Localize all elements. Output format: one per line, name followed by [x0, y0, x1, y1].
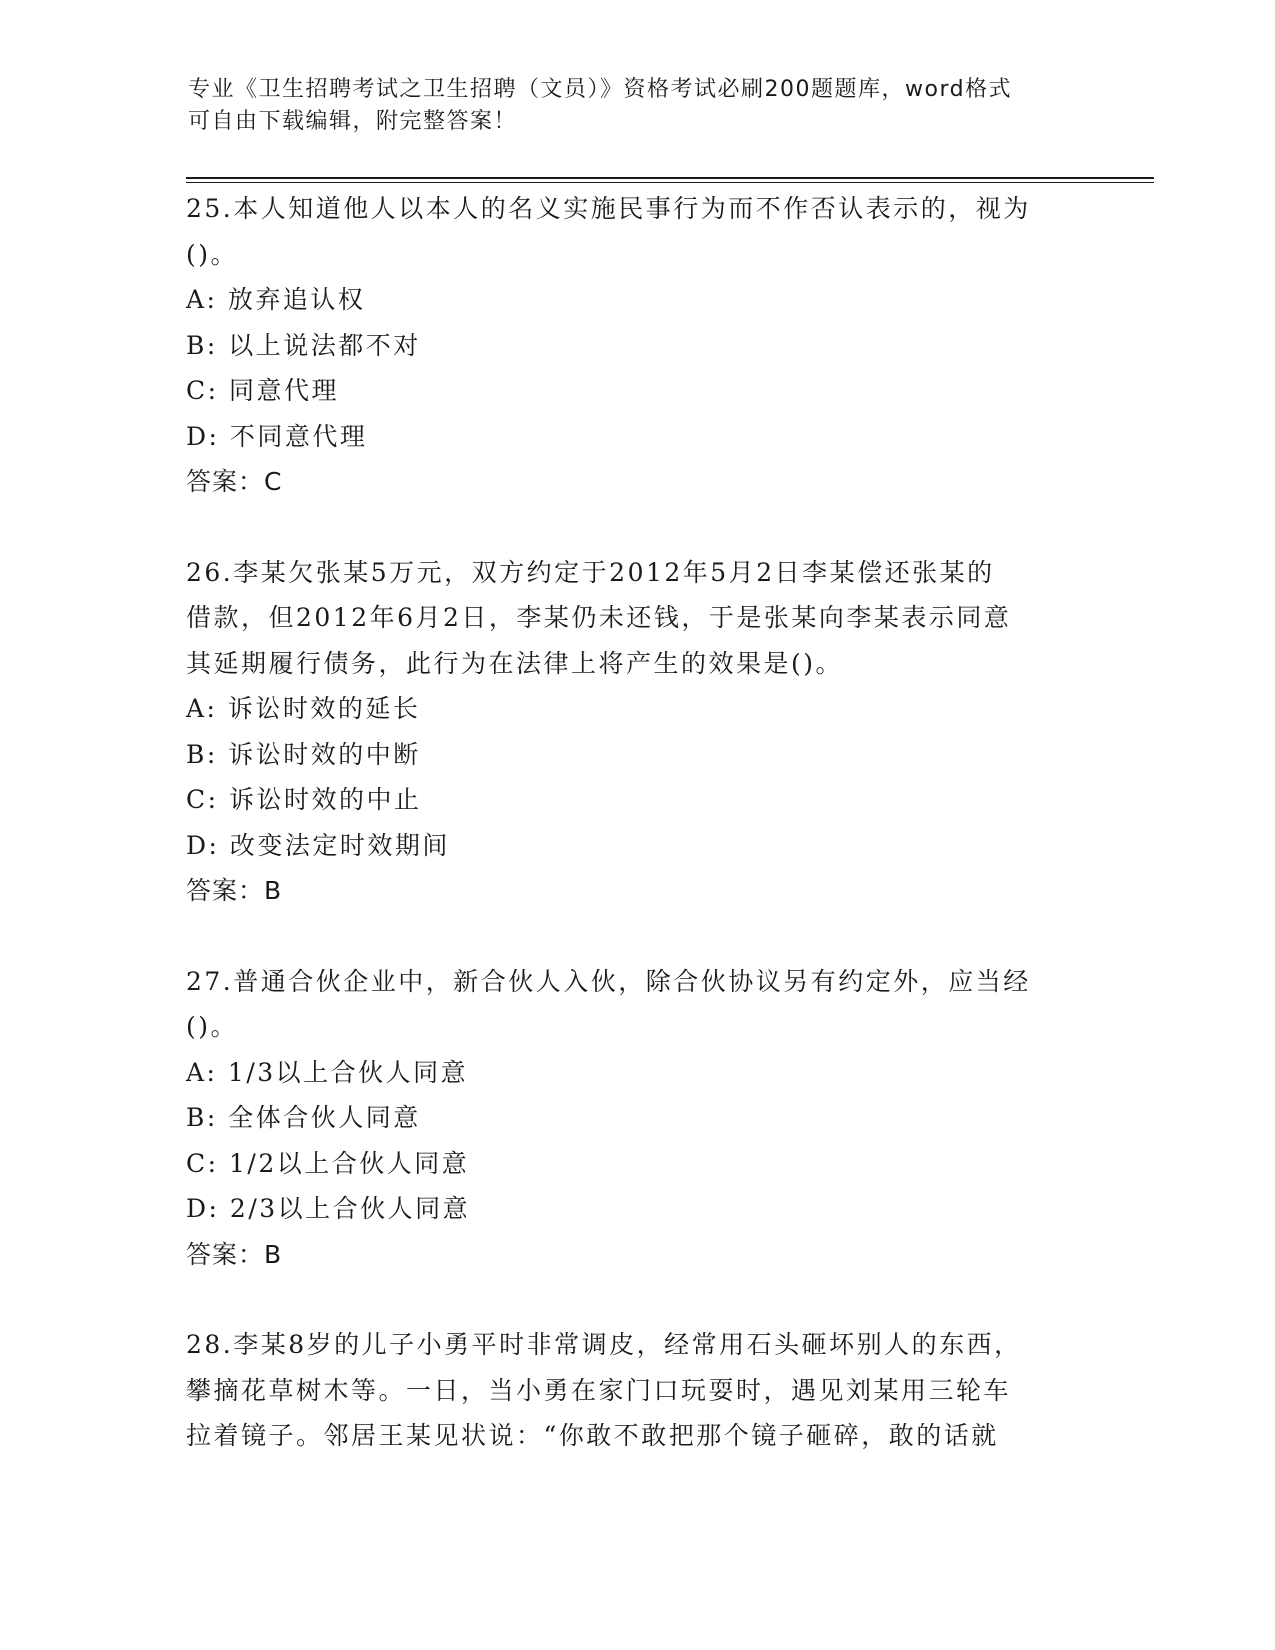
option-c: C: 1/2以上合伙人同意	[186, 1148, 470, 1178]
answer-line: 答案：B	[186, 1239, 283, 1269]
question-26	[186, 550, 1086, 914]
question-stem-line: 25.本人知道他人以本人的名义实施民事行为而不作否认表示的，视为	[186, 194, 1031, 223]
question-stem-line: ()。	[186, 1012, 239, 1041]
question-28	[186, 1322, 1086, 1459]
option-a: A: 放弃追认权	[186, 285, 366, 314]
question-stem-line: 拉着镜子。邻居王某见状说：“你敢不敢把那个镜子砸碎，敢的话就	[186, 1421, 999, 1450]
option-a: A: 诉讼时效的延长	[186, 694, 421, 723]
answer-line: 答案：C	[186, 467, 283, 496]
option-b: B: 全体合伙人同意	[186, 1103, 421, 1132]
option-b: B: 诉讼时效的中断	[186, 739, 421, 769]
question-list	[186, 186, 1086, 1504]
header-line-2: 可自由下载编辑，附完整答案！	[188, 109, 518, 134]
header-divider-thick	[186, 177, 1154, 179]
option-b: B: 以上说法都不对	[186, 330, 421, 360]
question-27	[186, 959, 1086, 1278]
question-stem-line: 借款，但2012年6月2日，李某仍未还钱，于是张某向李某表示同意	[186, 603, 1012, 632]
option-d: D: 2/3以上合伙人同意	[186, 1194, 471, 1223]
option-d: D: 不同意代理	[186, 421, 368, 451]
question-stem-line: 其延期履行债务，此行为在法律上将产生的效果是()。	[186, 648, 844, 678]
question-stem-line: 28.李某8岁的儿子小勇平时非常调皮，经常用石头砸坏别人的东西，	[186, 1330, 1022, 1359]
question-stem-line: ()。	[186, 239, 239, 269]
question-stem-line: 27.普通合伙企业中，新合伙人入伙，除合伙协议另有约定外，应当经	[186, 966, 1031, 996]
answer-line: 答案：B	[186, 876, 283, 905]
option-c: C: 诉讼时效的中止	[186, 785, 422, 814]
header-line-1: 专业《卫生招聘考试之卫生招聘（文员）》资格考试必刷200题题库，word格式	[188, 77, 1013, 102]
option-c: C: 同意代理	[186, 376, 339, 405]
option-d: D: 改变法定时效期间	[186, 830, 450, 860]
option-a: A: 1/3以上合伙人同意	[186, 1057, 469, 1087]
question-stem-line: 攀摘花草树木等。一日，当小勇在家门口玩耍时，遇见刘某用三轮车	[186, 1375, 1012, 1405]
document-header	[188, 74, 1068, 138]
question-stem-line: 26.李某欠张某5万元，双方约定于2012年5月2日李某偿还张某的	[186, 557, 995, 587]
header-divider-thin	[186, 182, 1154, 183]
question-25	[186, 186, 1086, 505]
